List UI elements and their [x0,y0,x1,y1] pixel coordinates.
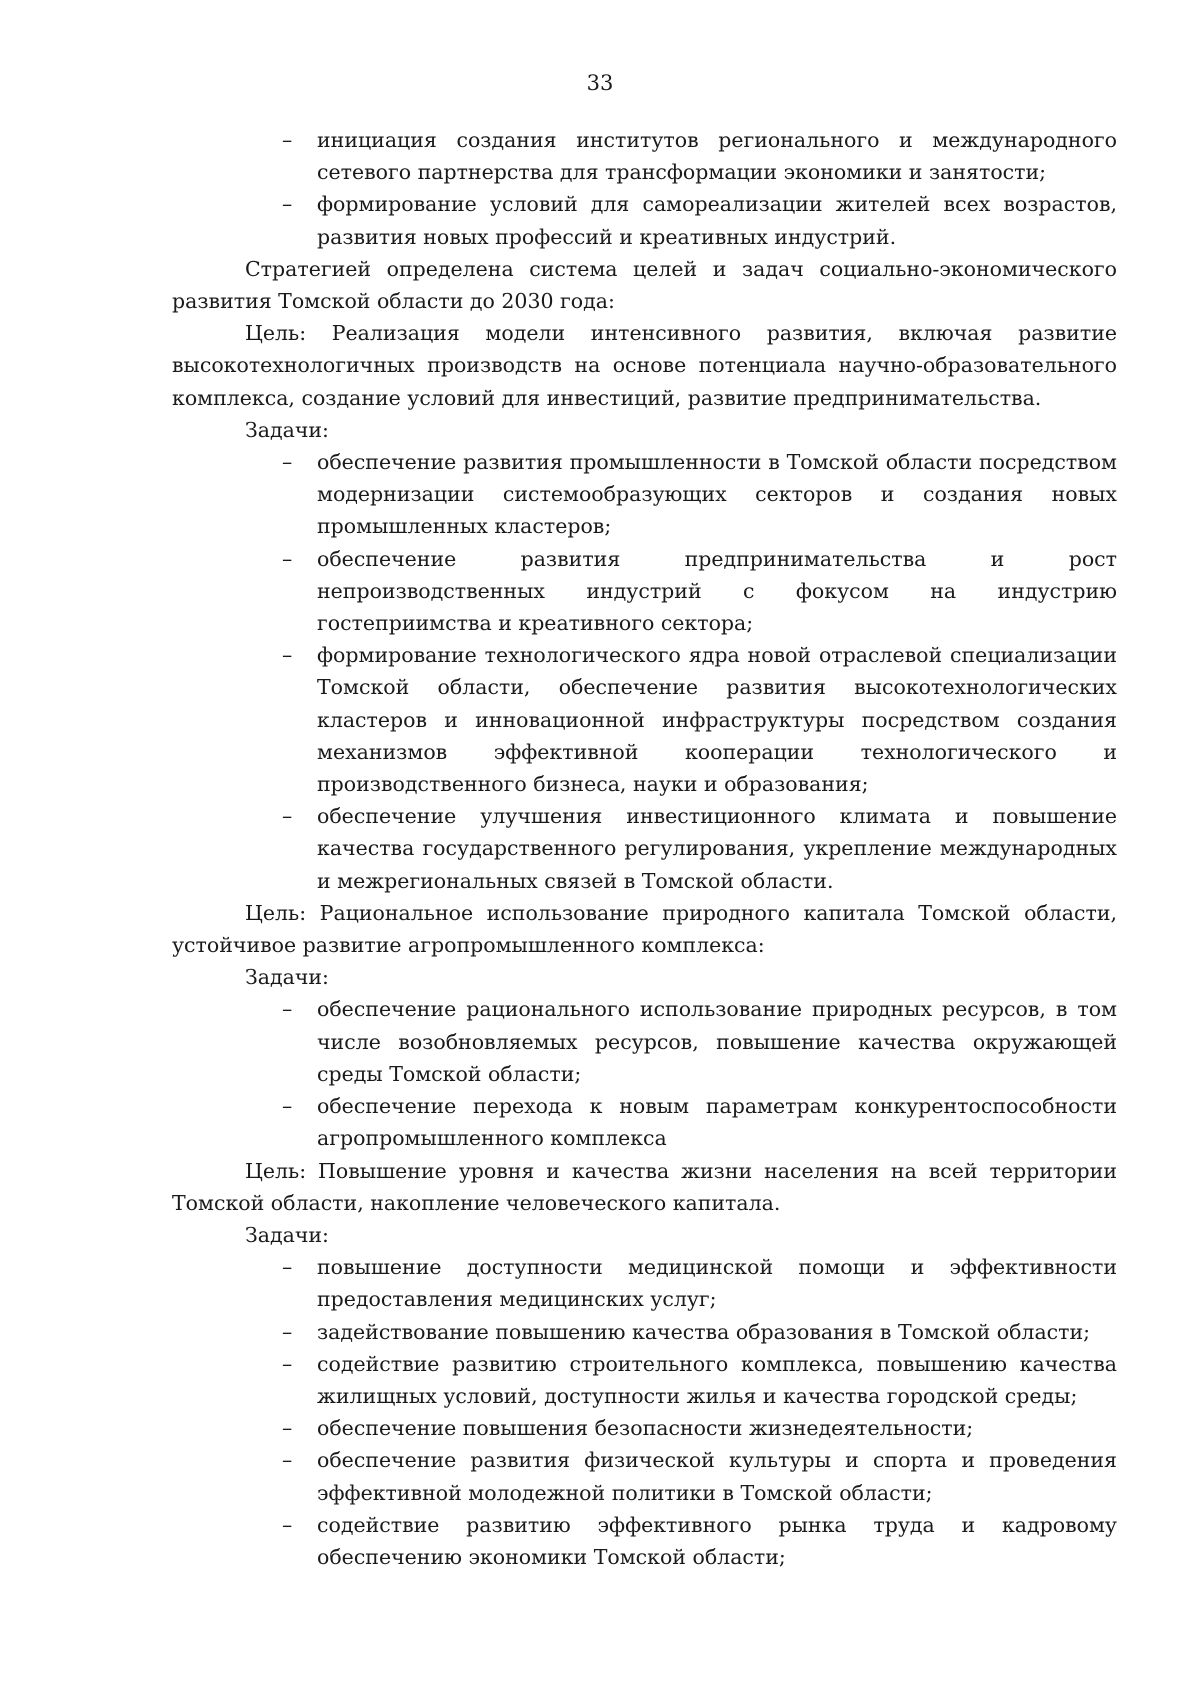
list-item [172,543,1117,640]
list-item [172,188,1117,252]
list-item [172,1090,1117,1154]
dash-bullet: – [282,1448,293,1473]
dash-bullet: – [282,1351,293,1376]
document-body [172,124,1117,1573]
tasks-3-label: Задачи: [245,1222,329,1247]
list-item [172,993,1117,1090]
list-item [172,639,1117,800]
dash-bullet: – [282,1094,293,1119]
dash-bullet: – [282,804,293,829]
list-item [172,1348,1117,1412]
dash-bullet: – [282,546,293,571]
dash-bullet: – [282,1416,293,1441]
list-item-text: обеспечение улучшения инвестиционного климата и повышение качества государственного регулирования, укрепление международных и межрегиональных связей в Томской области. [317,804,1117,893]
list-item-text: обеспечение развития промышленности в Томской области посредством модернизации системообразующих секторов и создания новых промышленных кластеров; [317,450,1117,539]
goal-2-paragraph: Цель: Рациональное использование природного капитала Томской области, устойчивое развитие агропромышленного комплекса: [172,900,1117,958]
list-item [172,1412,1117,1444]
list-item [172,800,1117,897]
dash-bullet: – [282,1255,293,1280]
tasks-2-label: Задачи: [245,965,329,990]
tasks-1-list [172,446,1117,897]
list-item-text: обеспечение перехода к новым параметрам конкурентоспособности агропромышленного комплекса [317,1094,1117,1151]
list-item-text: обеспечение рационального использование природных ресурсов, в том числе возобновляемых ресурсов, повышение качества окружающей среды Томской области; [317,997,1117,1086]
dash-bullet: – [282,997,293,1022]
tasks-3-list [172,1251,1117,1573]
goal-1-paragraph: Цель: Реализация модели интенсивного развития, включая развитие высокотехнологичных производств на основе потенциала научно-образовательного комплекса, создание условий для инвестиций, развитие предпринимательства. [172,321,1117,410]
dash-bullet: – [282,192,293,217]
list-item [172,1509,1117,1573]
strategy-paragraph: Стратегией определена система целей и задач социально-экономического развития Томской области до 2030 года: [172,256,1117,314]
intro-list [172,124,1117,253]
list-item-text: обеспечение развития физической культуры и спорта и проведения эффективной молодежной политики в Томской области; [317,1448,1117,1505]
list-item [172,124,1117,188]
list-item-text: содействие развитию строительного комплекса, повышению качества жилищных условий, доступности жилья и качества городской среды; [317,1351,1117,1408]
tasks-2-list [172,993,1117,1154]
dash-bullet: – [282,450,293,475]
dash-bullet: – [282,643,293,668]
list-item-text: формирование условий для самореализации жителей всех возрастов, развития новых профессий и креативных индустрий. [317,192,1117,249]
list-item-text: задействование повышению качества образования в Томской области; [317,1319,1091,1344]
list-item [172,1316,1117,1348]
list-item-text: повышение доступности медицинской помощи и эффективности предоставления медицинских услуг; [317,1255,1117,1312]
list-item-text: обеспечение повышения безопасности жизнедеятельности; [317,1416,974,1441]
page-number: 33 [586,71,614,95]
list-item [172,1444,1117,1508]
dash-bullet: – [282,1319,293,1344]
list-item-text: обеспечение развития предпринимательства и рост непроизводственных индустрий с фокусом на индустрию гостеприимства и креативного сектора; [317,546,1117,636]
list-item-text: формирование технологического ядра новой отраслевой специализации Томской области, обеспечение развития высокотехнологических кластеров и инновационной инфраструктуры посредством создания механизмов эффективной кооперации технологического и производственного бизнеса, науки и образования; [317,643,1117,797]
tasks-1-label: Задачи: [245,417,329,442]
goal-3-paragraph: Цель: Повышение уровня и качества жизни населения на всей территории Томской области, накопление человеческого капитала. [172,1158,1117,1215]
list-item [172,1251,1117,1315]
list-item [172,446,1117,543]
dash-bullet: – [282,128,293,152]
list-item-text: инициация создания институтов регионального и международного сетевого партнерства для трансформации экономики и занятости; [317,128,1117,185]
dash-bullet: – [282,1512,293,1537]
list-item-text: содействие развитию эффективного рынка труда и кадровому обеспечению экономики Томской области; [317,1512,1117,1569]
